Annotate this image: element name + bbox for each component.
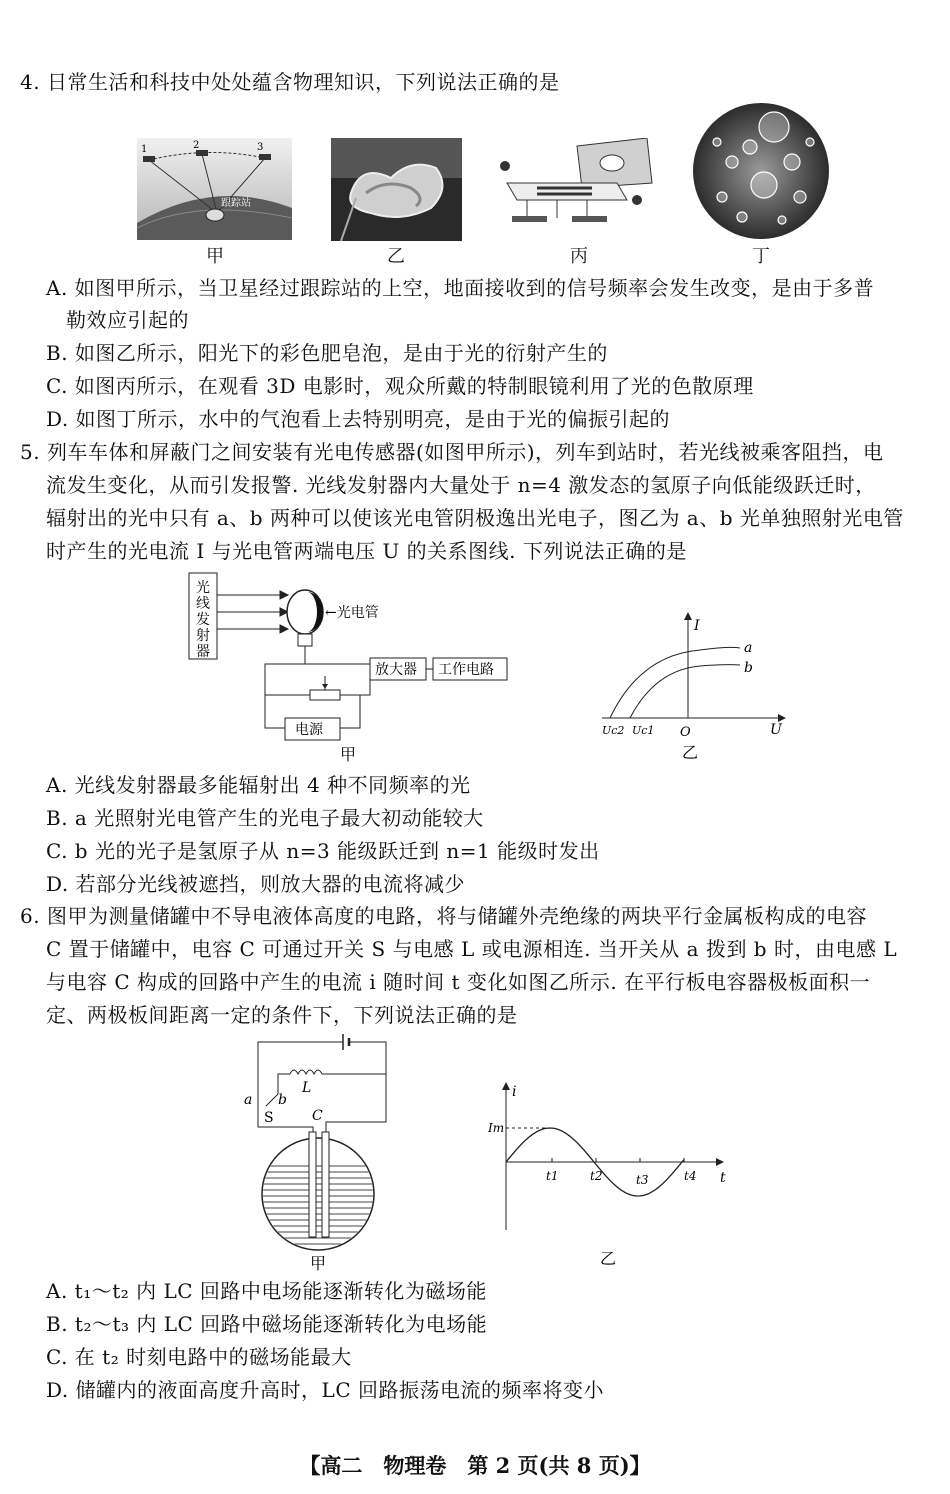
uc1-label: Uc1: [632, 724, 655, 737]
phototube-label: ←光电管: [325, 605, 379, 621]
q5-figure-iv-graph: [600, 610, 790, 770]
q6-stem-line2: C 置于储罐中，电容 C 可通过开关 S 与电感 L 或电源相连. 当开关从 a 拨到 b 时，由电感 L: [46, 937, 898, 961]
q6-stem-line4: 定、两极板间距离一定的条件下，下列说法正确的是: [46, 1003, 518, 1027]
switch-s-label: S: [264, 1110, 274, 1126]
axis-u-label: U: [770, 722, 782, 738]
curve-a: [610, 647, 740, 718]
q6-caption-yi: 乙: [600, 1249, 617, 1268]
t4-label: t4: [684, 1169, 697, 1183]
q5-stem-line3: 辐射出的光中只有 a、b 两种可以使该光电管阴极逸出光电子，图乙为 a、b 光单独照射光电管: [46, 506, 904, 530]
q4-option-a-line1: A. 如图甲所示，当卫星经过跟踪站的上空，地面接收到的信号频率会发生改变，是由于多普: [46, 276, 875, 300]
curve-b: [630, 665, 740, 718]
q4-figure-soap-bubble: [331, 138, 462, 241]
satellite-3-label: 3: [257, 142, 264, 153]
tracking-station-label: 跟踪站: [221, 198, 251, 209]
q4-figure-3d-glasses: [497, 138, 659, 240]
emitter-char-3: 发: [196, 612, 210, 628]
axis-i-label: i: [512, 1084, 517, 1100]
q6-stem-line1: 6. 图甲为测量储罐中不导电液体高度的电路，将与储罐外壳绝缘的两块平行金属板构成的电容: [20, 904, 867, 928]
q5-stem-line4: 时产生的光电流 I 与光电管两端电压 U 的关系图线. 下列说法正确的是: [46, 539, 687, 563]
curve-b-label: b: [744, 660, 753, 676]
q5-stem-line1: 5. 列车车体和屏蔽门之间安装有光电传感器(如图甲所示)，列车到站时，若光线被乘客阻挡，电: [20, 440, 884, 464]
t1-label: t1: [546, 1169, 559, 1183]
q4-caption-yi: 乙: [387, 246, 405, 267]
capacitor-c-label: C: [312, 1108, 323, 1124]
q4-figure-satellite: [137, 138, 292, 240]
q5-option-c: C. b 光的光子是氢原子从 n=3 能级跃迁到 n=1 能级时发出: [46, 839, 600, 863]
power-source-label: 电源: [295, 722, 323, 738]
curve-a-label: a: [744, 640, 753, 656]
q6-option-c: C. 在 t₂ 时刻电路中的磁场能最大: [46, 1345, 352, 1369]
q4-figure-water-bubbles: [692, 102, 830, 240]
q5-figure-circuit: [185, 570, 515, 765]
t3-label: t3: [636, 1173, 649, 1187]
q5-option-b: B. a 光照射光电管产生的光电子最大初动能较大: [46, 806, 484, 830]
emitter-char-2: 线: [196, 596, 210, 612]
q4-caption-bing: 丙: [570, 246, 588, 267]
inductor-l-label: L: [302, 1080, 312, 1096]
q6-figure-lc-tank: [238, 1034, 398, 1274]
q5-caption-yi: 乙: [682, 743, 699, 762]
emitter-char-1: 光: [196, 580, 210, 596]
axis-i-label: I: [694, 618, 700, 634]
q4-stem: 4. 日常生活和科技中处处蕴含物理知识，下列说法正确的是: [20, 70, 560, 94]
q5-caption-jia: 甲: [340, 745, 357, 764]
amplifier-label: 放大器: [375, 662, 417, 678]
q5-stem-line2: 流发生变化，从而引发报警. 光线发射器内大量处于 n=4 激发态的氢原子向低能级跃迁时，: [46, 473, 876, 497]
q6-option-a: A. t₁～t₂ 内 LC 回路中电场能逐渐转化为磁场能: [46, 1279, 487, 1303]
switch-a-label: a: [244, 1092, 253, 1108]
satellite-1-label: 1: [141, 144, 148, 155]
page-footer: 【高二 物理卷 第 2 页(共 8 页)】: [299, 1453, 651, 1478]
axis-t-label: t: [720, 1170, 726, 1186]
q5-option-a: A. 光线发射器最多能辐射出 4 种不同频率的光: [46, 773, 471, 797]
q4-option-a-line2: 勒效应引起的: [66, 308, 189, 332]
emitter-char-5: 器: [196, 644, 210, 660]
q4-option-b: B. 如图乙所示，阳光下的彩色肥皂泡，是由于光的衍射产生的: [46, 341, 608, 365]
uc2-label: Uc2: [602, 724, 625, 737]
q6-option-d: D. 储罐内的液面高度升高时，LC 回路振荡电流的频率将变小: [46, 1378, 604, 1402]
emitter-char-4: 射: [196, 628, 210, 644]
q5-option-d: D. 若部分光线被遮挡，则放大器的电流将减少: [46, 872, 466, 896]
t2-label: t2: [590, 1169, 603, 1183]
q6-stem-line3: 与电容 C 构成的回路中产生的电流 i 随时间 t 变化如图乙所示. 在平行板电容器极板面积一: [46, 970, 871, 994]
q6-option-b: B. t₂～t₃ 内 LC 回路中磁场能逐渐转化为电场能: [46, 1312, 488, 1336]
switch-b-label: b: [278, 1092, 287, 1108]
q4-option-d: D. 如图丁所示，水中的气泡看上去特别明亮，是由于光的偏振引起的: [46, 407, 671, 431]
satellite-2-label: 2: [193, 140, 200, 151]
im-label: Im: [488, 1121, 505, 1135]
work-circuit-label: 工作电路: [438, 662, 494, 678]
origin-label: O: [680, 725, 691, 740]
q4-option-c: C. 如图丙所示，在观看 3D 电影时，观众所戴的特制眼镜利用了光的色散原理: [46, 374, 754, 398]
q4-caption-jia: 甲: [206, 246, 224, 267]
q4-caption-ding: 丁: [752, 246, 770, 267]
q6-figure-current-graph: [488, 1080, 738, 1270]
q6-caption-jia: 甲: [310, 1254, 327, 1273]
